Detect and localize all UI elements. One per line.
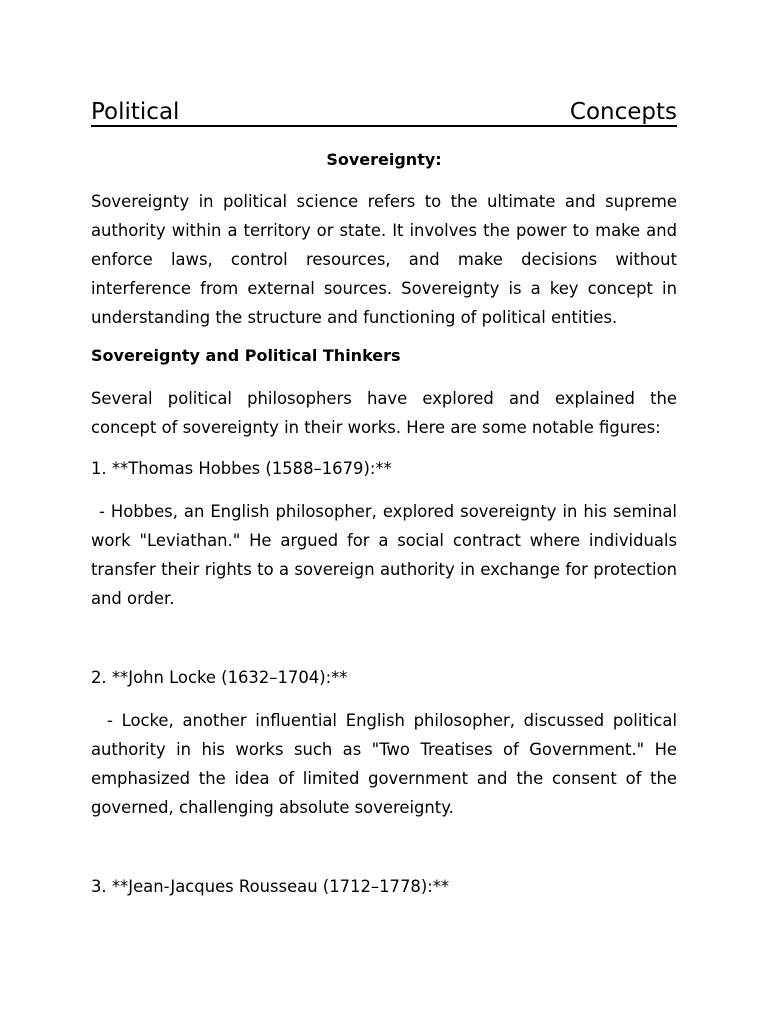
title-left: Political bbox=[91, 99, 180, 125]
list-item-heading-3: 3. **Jean-Jacques Rousseau (1712–1778):** bbox=[91, 877, 450, 896]
section-subtitle: Sovereignty: bbox=[326, 150, 442, 169]
section-intro-paragraph: Several political philosophers have explored and explained the concept of sovereignty in their works. Here are some notable figures: bbox=[91, 389, 677, 437]
section-heading: Sovereignty and Political Thinkers bbox=[91, 346, 401, 365]
title-right: Concepts bbox=[569, 99, 677, 125]
list-item-heading-1: 1. **Thomas Hobbes (1588–1679):** bbox=[91, 459, 392, 478]
document-title bbox=[91, 95, 677, 127]
list-item-body-1: - Hobbes, an English philosopher, explored sovereignty in his seminal work "Leviathan." He argued for a social contract where individuals transfer their rights to a sovereign authority in exchange for protection and order. bbox=[91, 502, 677, 608]
list-item-heading-2: 2. **John Locke (1632–1704):** bbox=[91, 668, 348, 687]
list-item-body-2: - Locke, another influential English philosopher, discussed political authority in his works such as "Two Treatises of Government." He emphasized the idea of limited government and the consent of the governed, challenging absolute sovereignty. bbox=[91, 711, 677, 817]
document-page bbox=[91, 95, 677, 897]
intro-paragraph: Sovereignty in political science refers to the ultimate and supreme authority within a territory or state. It involves the power to make and enforce laws, control resources, and make decisions without interference from external sources. Sovereignty is a key concept in understanding the structure and functioning of political entities. bbox=[91, 192, 677, 327]
